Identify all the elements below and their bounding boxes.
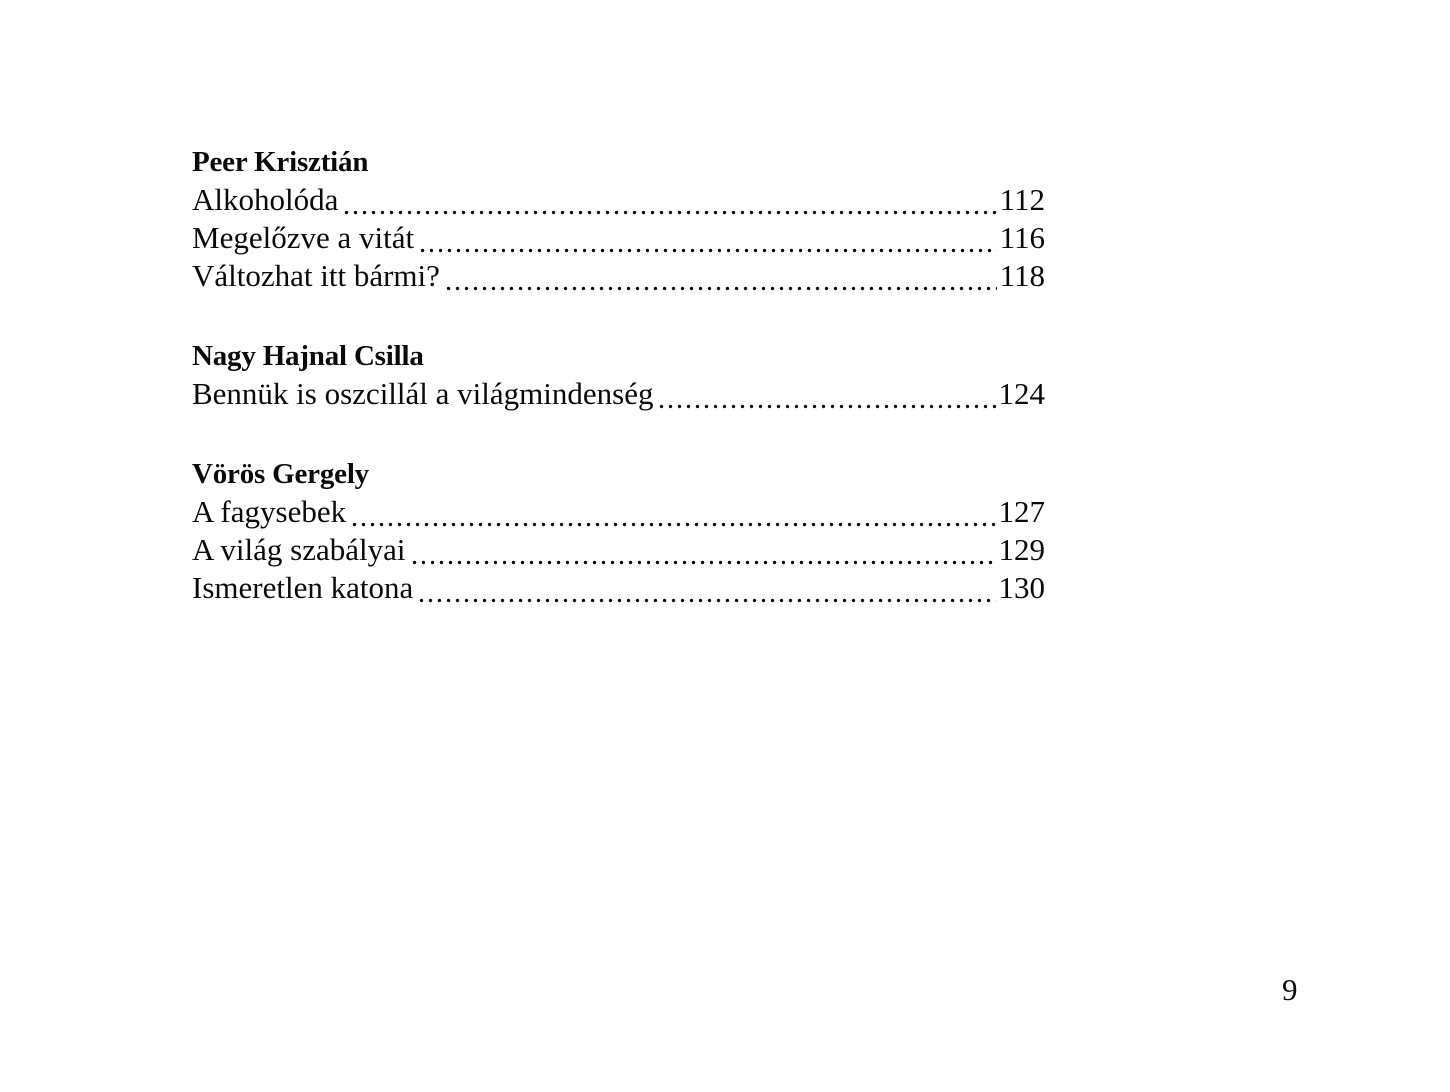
toc-entry [192, 531, 1045, 569]
toc-entry [192, 257, 1045, 295]
entry-title: Alkoholóda [192, 182, 339, 217]
entry-page-number: 112 [999, 182, 1045, 217]
toc-entry [192, 375, 1045, 413]
entry-title: A világ szabályai [192, 532, 406, 567]
entry-title: A fagysebek [192, 494, 347, 529]
entry-page-number: 129 [998, 532, 1045, 567]
dot-leader [657, 375, 995, 413]
toc-entry [192, 219, 1045, 257]
author-heading: Peer Krisztián [192, 146, 369, 178]
toc-entry [192, 569, 1045, 607]
entry-title: Bennük is oszcillál a világmindenség [192, 376, 654, 411]
table-of-contents [192, 143, 1045, 607]
page-number: 9 [1282, 972, 1298, 1007]
entry-page-number: 118 [999, 258, 1045, 293]
author-heading: Vörös Gergely [192, 458, 369, 490]
dot-leader [444, 257, 997, 295]
toc-section-voros-gergely [192, 455, 1045, 607]
entry-title: Változhat itt bármi? [192, 258, 440, 293]
entry-page-number: 127 [998, 494, 1045, 529]
dot-leader [410, 531, 996, 569]
toc-entry [192, 493, 1045, 531]
entry-page-number: 116 [999, 220, 1045, 255]
author-heading: Nagy Hajnal Csilla [192, 340, 424, 372]
entry-page-number: 124 [998, 376, 1045, 411]
entry-page-number: 130 [998, 570, 1045, 605]
entry-title: Ismeretlen katona [192, 570, 414, 605]
toc-section-peer-krisztian [192, 143, 1045, 295]
dot-leader [342, 181, 996, 219]
dot-leader [350, 493, 995, 531]
toc-section-nagy-hajnal-csilla [192, 337, 1045, 413]
toc-entry [192, 181, 1045, 219]
dot-leader [418, 219, 997, 257]
entry-title: Megelőzve a vitát [192, 220, 415, 255]
dot-leader [417, 569, 995, 607]
